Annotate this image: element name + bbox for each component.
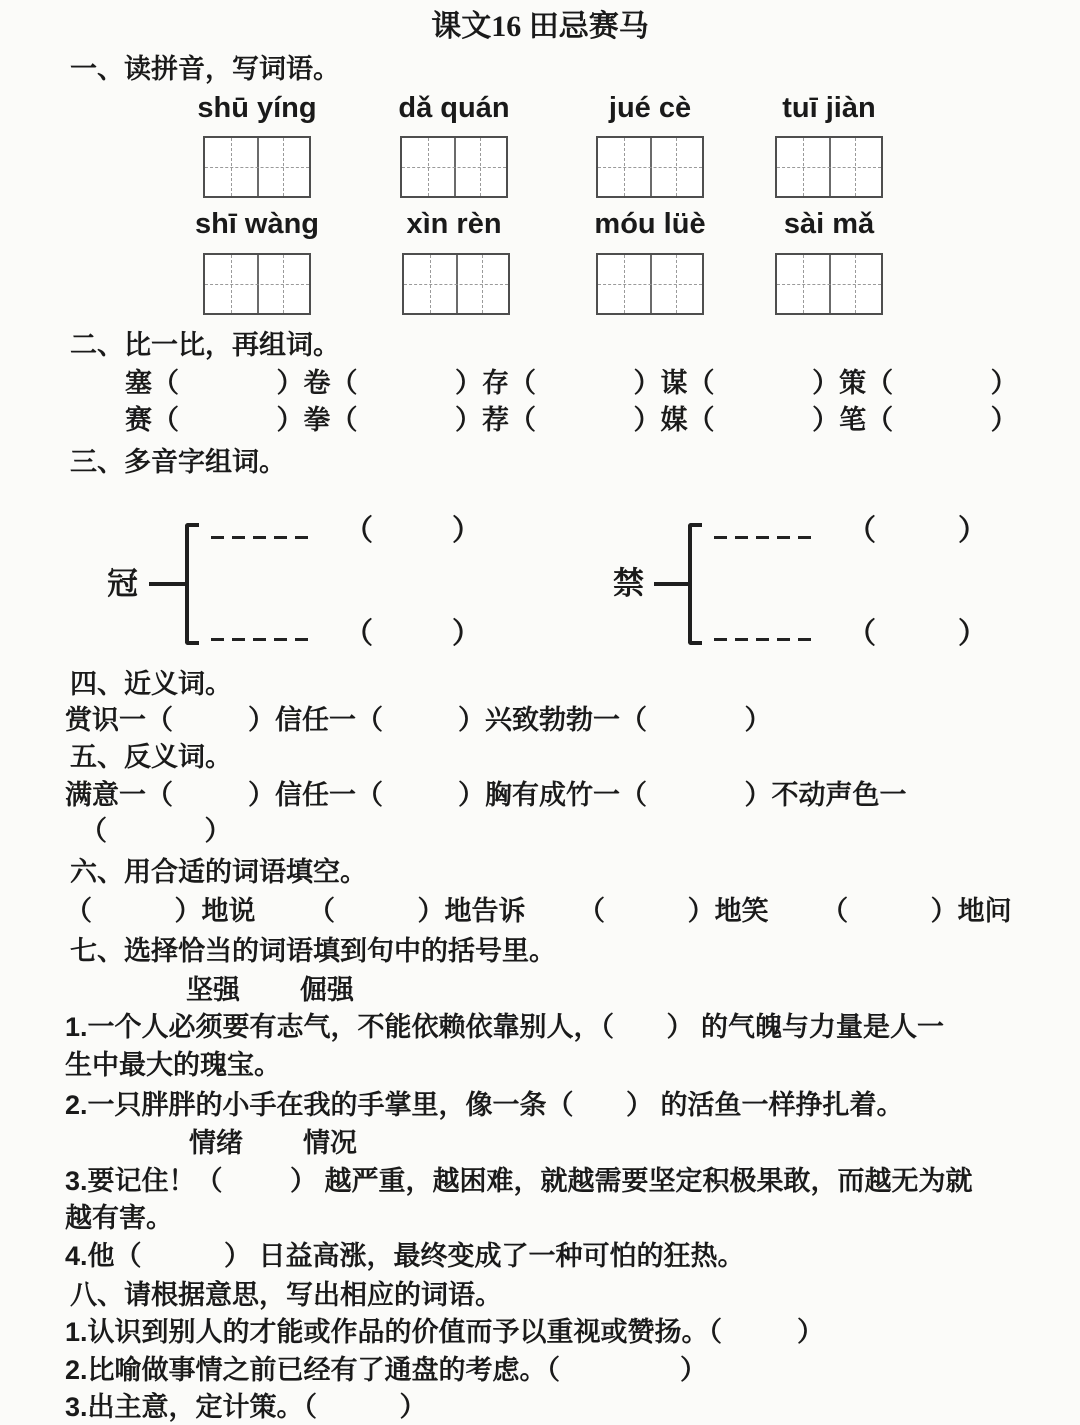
pinyin-label: xìn rèn (406, 208, 502, 240)
grid-guide-line (598, 167, 702, 168)
grid-guide-line (205, 167, 309, 168)
paren-open: （ (847, 618, 877, 650)
pinyin-row-2 (0, 208, 1080, 240)
answer-blank[interactable] (714, 638, 811, 641)
writing-grid[interactable] (775, 136, 883, 198)
writing-grid[interactable] (775, 253, 883, 315)
paren-open: （ (847, 515, 877, 547)
section8-q1: 1.认识到别人的才能或作品的价值而予以重视或赞扬。（ ） (65, 1317, 825, 1347)
answer-blank[interactable] (714, 536, 811, 539)
question-3-line2: 越有害。 (65, 1203, 173, 1233)
brace-icon (688, 523, 702, 645)
polyphone-diagram (0, 481, 1080, 667)
section5-header: 五、反义词。 (70, 742, 232, 772)
grid-guide-line (205, 284, 309, 285)
grid-guide-line (777, 167, 881, 168)
section8-q3: 3.出主意，定计策。（ ） (65, 1392, 427, 1422)
section4-header: 四、近义词。 (70, 669, 232, 699)
brace-icon (185, 523, 199, 645)
grid-row-1 (0, 136, 1080, 198)
writing-grid[interactable] (203, 253, 311, 315)
pinyin-label: sài mǎ (783, 208, 875, 240)
section6-line: （ ）地说 （ ）地告诉 （ ）地笑 （ ）地问 (65, 896, 1012, 926)
grid-guide-line (402, 167, 506, 168)
answer-blank[interactable] (211, 536, 308, 539)
section5-line2: （ ） (80, 816, 232, 846)
pinyin-label: móu lüè (594, 208, 706, 240)
section2-row1: 塞（ ）卷（ ）存（ ）谋（ ）策（ ） (125, 368, 1018, 398)
section8-header: 八、请根据意思，写出相应的词语。 (70, 1280, 502, 1310)
writing-grid[interactable] (203, 136, 311, 198)
writing-grid[interactable] (400, 136, 508, 198)
paren-close: ） (958, 618, 988, 650)
page-title: 课文16 田忌赛马 (431, 10, 649, 43)
section4-line: 赏识一（ ）信任一（ ）兴致勃勃一（ ） (65, 705, 772, 735)
writing-grid[interactable] (402, 253, 510, 315)
section3-header: 三、多音字组词。 (70, 447, 286, 477)
question-1-line1: 1.一个人必须要有志气，不能依赖依靠别人，（ ） 的气魄与力量是人一 (65, 1012, 945, 1042)
word-bank-1: 坚强 倔强 (186, 975, 355, 1005)
pinyin-label: shū yíng (197, 92, 317, 124)
paren-close: ） (452, 618, 482, 650)
pinyin-label: tuī jiàn (782, 92, 876, 124)
writing-grid[interactable] (596, 136, 704, 198)
brace-connector (149, 582, 186, 586)
grid-row-2 (0, 253, 1080, 315)
grid-guide-line (404, 284, 508, 285)
writing-grid[interactable] (596, 253, 704, 315)
pinyin-row-1 (0, 92, 1080, 124)
section2-header: 二、比一比，再组词。 (70, 330, 340, 360)
section8-q2: 2.比喻做事情之前已经有了通盘的考虑。（ ） (65, 1355, 708, 1385)
brace-connector (654, 582, 688, 586)
answer-blank[interactable] (211, 638, 308, 641)
section6-header: 六、用合适的词语填空。 (70, 857, 367, 887)
section1-header: 一、读拼音，写词语。 (70, 54, 340, 84)
question-3-line1: 3.要记住！（ ） 越严重，越困难，就越需要坚定积极果敢，而越无为就 (65, 1166, 973, 1196)
section7-header: 七、选择恰当的词语填到句中的括号里。 (70, 936, 556, 966)
paren-open: （ (344, 515, 374, 547)
paren-close: ） (452, 515, 482, 547)
pinyin-label: shī wàng (194, 208, 320, 240)
paren-close: ） (958, 515, 988, 547)
question-2: 2.一只胖胖的小手在我的手掌里，像一条（ ） 的活鱼一样挣扎着。 (65, 1090, 904, 1120)
section5-line1: 满意一（ ）信任一（ ）胸有成竹一（ ）不动声色一 (65, 780, 907, 810)
polyphone-char-guan: 冠 (107, 566, 138, 601)
paren-open: （ (344, 618, 374, 650)
pinyin-label: jué cè (608, 92, 692, 124)
pinyin-label: dǎ quán (398, 92, 510, 124)
word-bank-2: 情绪 情况 (189, 1128, 358, 1158)
question-1-line2: 生中最大的瑰宝。 (65, 1050, 281, 1080)
section2-row2: 赛（ ）拳（ ）荐（ ）媒（ ）笔（ ） (125, 405, 1018, 435)
grid-guide-line (777, 284, 881, 285)
polyphone-char-jin: 禁 (613, 566, 644, 601)
grid-guide-line (598, 284, 702, 285)
question-4: 4.他（ ） 日益高涨，最终变成了一种可怕的狂热。 (65, 1241, 745, 1271)
